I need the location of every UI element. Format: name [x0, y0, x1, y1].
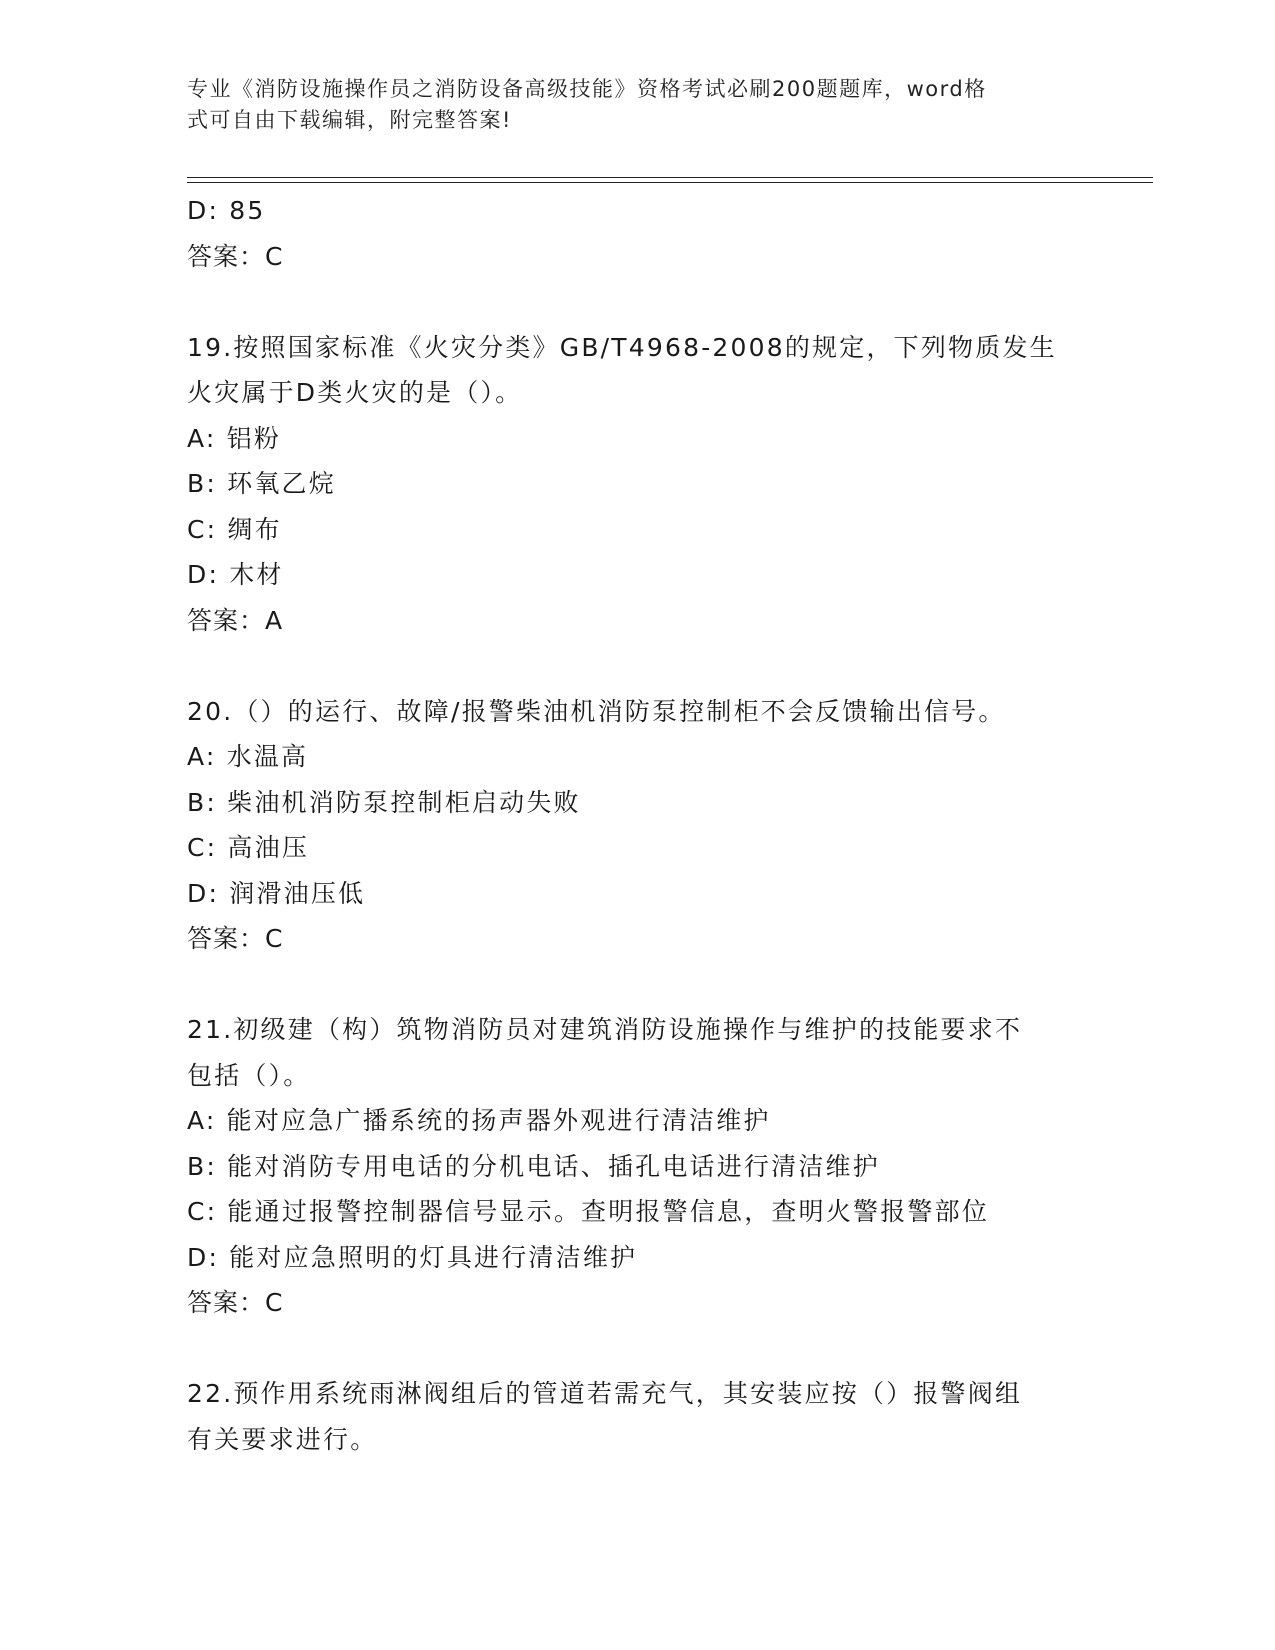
option-b: B: 柴油机消防泵控制柜启动失败 [187, 787, 581, 817]
header-line-2: 式可自由下载编辑，附完整答案! [187, 108, 512, 132]
option-d: D: 能对应急照明的灯具进行清洁维护 [187, 1242, 638, 1272]
option-d: D: 85 [187, 196, 266, 225]
previous-question [187, 188, 1087, 279]
spacer [187, 1326, 1087, 1372]
option-b: B: 能对消防专用电话的分机电话、插孔电话进行清洁维护 [187, 1151, 880, 1181]
question-20 [187, 689, 1087, 962]
document-header [187, 74, 1067, 136]
header-line-1: 专业《消防设施操作员之消防设备高级技能》资格考试必刷200题题库，word格 [187, 77, 987, 101]
question-text-line-2: 火灾属于D类火灾的是（）。 [187, 378, 523, 407]
option-a: A: 水温高 [187, 742, 309, 771]
question-22 [187, 1371, 1087, 1462]
answer-line: 答案：A [187, 605, 284, 635]
spacer [187, 643, 1087, 689]
option-d: D: 木材 [187, 560, 284, 589]
option-a: A: 铝粉 [187, 423, 282, 453]
question-text-line-1: 20.（）的运行、故障/报警柴油机消防泵控制柜不会反馈输出信号。 [187, 696, 1006, 726]
option-d: D: 润滑油压低 [187, 878, 366, 908]
answer-line: 答案：C [187, 924, 284, 953]
answer-line: 答案：C [187, 1288, 284, 1317]
question-text-line-2: 有关要求进行。 [187, 1424, 378, 1454]
question-text-line-2: 包括（）。 [187, 1060, 311, 1090]
spacer [187, 279, 1087, 325]
question-21 [187, 1007, 1087, 1326]
question-text-line-1: 22.预作用系统雨淋阀组后的管道若需充气，其安装应按（）报警阀组 [187, 1379, 1023, 1408]
question-text-line-1: 19.按照国家标准《火灾分类》GB/T4968-2008的规定，下列物质发生 [187, 332, 1057, 362]
answer-line: 答案：C [187, 241, 284, 271]
option-c: C: 绸布 [187, 514, 282, 544]
header-divider-top [187, 177, 1153, 178]
spacer [187, 962, 1087, 1008]
option-a: A: 能对应急广播系统的扬声器外观进行清洁维护 [187, 1106, 771, 1135]
header-divider-bottom [187, 182, 1153, 183]
option-c: C: 能通过报警控制器信号显示。查明报警信息，查明火警报警部位 [187, 1197, 990, 1226]
question-19 [187, 325, 1087, 644]
question-content [187, 188, 1087, 1462]
option-b: B: 环氧乙烷 [187, 469, 336, 498]
question-text-line-1: 21.初级建（构）筑物消防员对建筑消防设施操作与维护的技能要求不 [187, 1015, 1023, 1044]
option-c: C: 高油压 [187, 833, 310, 862]
